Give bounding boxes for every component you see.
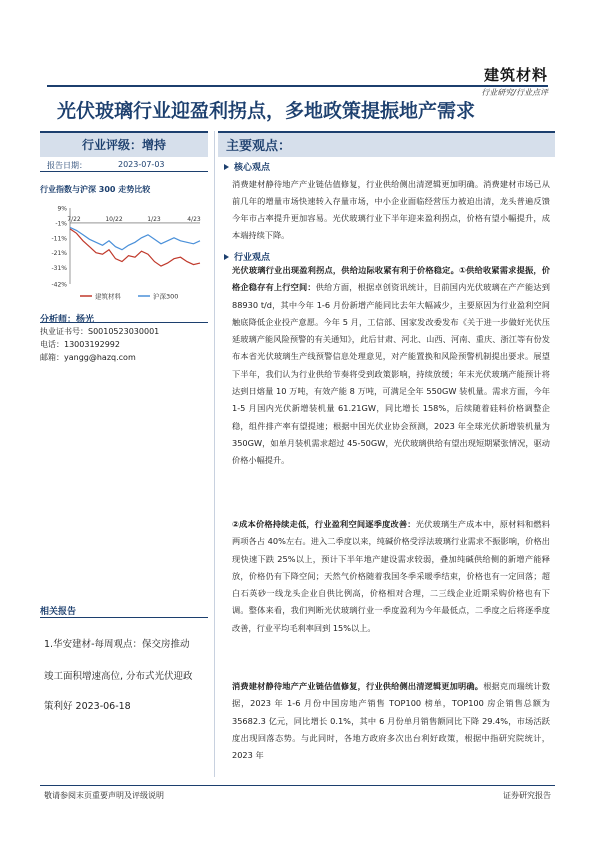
footer-rule (40, 785, 555, 786)
paragraph-cost (232, 516, 550, 660)
paragraph-lead: ②成本价格持续走低，行业盈利空间逐季度改善： (232, 519, 416, 529)
phone: 电话：13003192992 (40, 340, 120, 349)
divider (40, 171, 208, 172)
paragraph-lead: 光伏玻璃行业出现盈利拐点，供给边际收紧有利于价格稳定。①供给收紧需求提振，价格企稳存有上行空间： (232, 265, 550, 293)
report-type: 行业研究/行业点评 (481, 88, 548, 97)
legend-label: 建筑材料 (95, 292, 121, 301)
paragraph-lead: 消费建材静待地产产业链估值修复，行业供给侧出清逻辑更加明确。 (232, 681, 484, 691)
x-tick-label: 10/22 (105, 215, 123, 223)
y-tick-label: -11% (51, 235, 67, 243)
paragraph-body: 根据克而瑞统计数据，2023 年 1-6 月份中国房地产销售 TOP100 榜单，TOP100 房企销售总额为 35682.3 亿元，同比增长 0.1%，其中 6 月份单月销售额同比下降 29.4%，市场活跃度出现回落态势。与此同时，各地方政府多次出台利好政策，根据中指研究院统计，2023 年 (232, 681, 550, 761)
industry-rating: 行业评级：增持 (81, 138, 166, 152)
header-rule (47, 85, 548, 87)
related-reports-title: 相关报告 (40, 607, 77, 617)
paragraph-glass-supply (232, 262, 550, 504)
series-line-1 (70, 229, 200, 266)
core-view-text: 消费建材静待地产产业链估值修复，行业供给侧出清逻辑更加明确。消费建材市场已从前几年的增量市场快速转入存量市场，中小企业面临经营压力被迫出清，龙头普遍反馈今年市占率提升更加容易。光伏玻璃行业下半年迎来盈利拐点，价格有望小幅提升，成本端持续下降。 (232, 179, 550, 240)
analyst-name: 分析师：杨光 (40, 315, 95, 325)
x-tick-label: 1/23 (147, 215, 161, 223)
chart-svg (40, 200, 208, 308)
divider (40, 617, 208, 618)
page-title: 光伏玻璃行业迎盈利拐点，多地政策提振地产需求 (57, 100, 476, 122)
paragraph-consumer-building (232, 678, 550, 782)
related-report-line[interactable]: 竣工面积增速高位, 分布式光伏迎政 (44, 671, 193, 682)
x-tick-label: 7/22 (67, 215, 81, 223)
industry-view-heading: 行业观点 (234, 253, 271, 263)
report-date: 2023-07-03 (118, 160, 165, 169)
index-comparison-chart (40, 200, 208, 308)
related-report-line[interactable]: 策利好 2023-06-18 (44, 701, 131, 712)
y-tick-label: -31% (51, 265, 67, 273)
related-report-line[interactable]: 1.华安建材-每周观点：保交房推动 (44, 639, 190, 650)
main-points-heading: 主要观点： (226, 139, 292, 154)
core-view-heading: 核心观点 (234, 163, 271, 173)
chart-caption: 行业指数与沪深 300 走势比较 (40, 185, 151, 194)
email: 邮箱：yangg@hazq.com (40, 353, 136, 362)
y-tick-label: -21% (51, 250, 67, 258)
divider (40, 322, 208, 323)
paragraph-body: 光伏玻璃生产成本中，原材料和燃料两项各占 40%左右。进入二季度以来，纯碱价格受浮法玻璃行业需求不振影响，价格出现快速下跌 25%以上，预计下半年地产建设需求较弱，叠加纯碱供给侧的新增产能释放，价格仍有下降空间；天然气价格随着我国冬季采暖季结束，价格也有一定回落；超白石英砂一线龙头企业自供比例高，价格相对合理，二三线企业近期采购价格也有下调。整体来看，我们判断光伏玻璃行业一季度盈利为今年最低点，二季度之后将逐季度改善，行业平均毛利率回到 15%以上。 (232, 519, 550, 633)
x-tick-label: 4/23 (187, 215, 201, 223)
report-date-label: 报告日期： (47, 161, 87, 170)
column-divider (214, 131, 215, 777)
report-label: 证券研究报告 (503, 791, 551, 800)
cert-number: 执业证书号：S0010523030001 (40, 327, 160, 336)
y-tick-label: -42% (51, 281, 67, 289)
arrow-bullet-icon (224, 254, 229, 260)
sector-name: 建筑材料 (483, 66, 548, 84)
disclaimer-note: 敬请参阅末页重要声明及评级说明 (44, 791, 164, 800)
arrow-bullet-icon (224, 164, 229, 170)
y-tick-label: -1% (55, 220, 67, 228)
paragraph-body: 供给方面，根据卓创资讯统计，目前国内光伏玻璃在产产能达到 88930 t/d，其中今年 1-6 月份新增产能同比去年大幅减少，主要原因为行业盈利空间触底降低企业投产意愿。今年 5 月，工信部、国家发改委发布《关于进一步做好光伏压延玻璃产能风险预警的有关通知》，此后甘肃、河北、山西、河南、重庆、浙江等有份发布本省光伏玻璃生产线预警信息处理意见，对产能置换和风险预警机制提出要求。展望下半年，我们认为行业供给节奏将受到政策影响，持续放缓；年末光伏玻璃产能预计将达到日熔量 10 万吨，有效产能 8 万吨，可满足全年 550GW 装机量。需求方面，今年 1-5 月国内光伏新增装机量 61.21GW，同比增长 158%，后续随着硅料价格调整企稳，组件排产率有望提速；根据中国光伏业协会预测，2023 年全球光伏新增装机量为 350GW，如单月装机需求超过 45-50GW，光伏玻璃供给有望出现短期紧张情况，驱动价格小幅提升。 (232, 282, 550, 466)
y-tick-label: 9% (57, 205, 67, 213)
legend-label: 沪深300 (153, 292, 179, 301)
